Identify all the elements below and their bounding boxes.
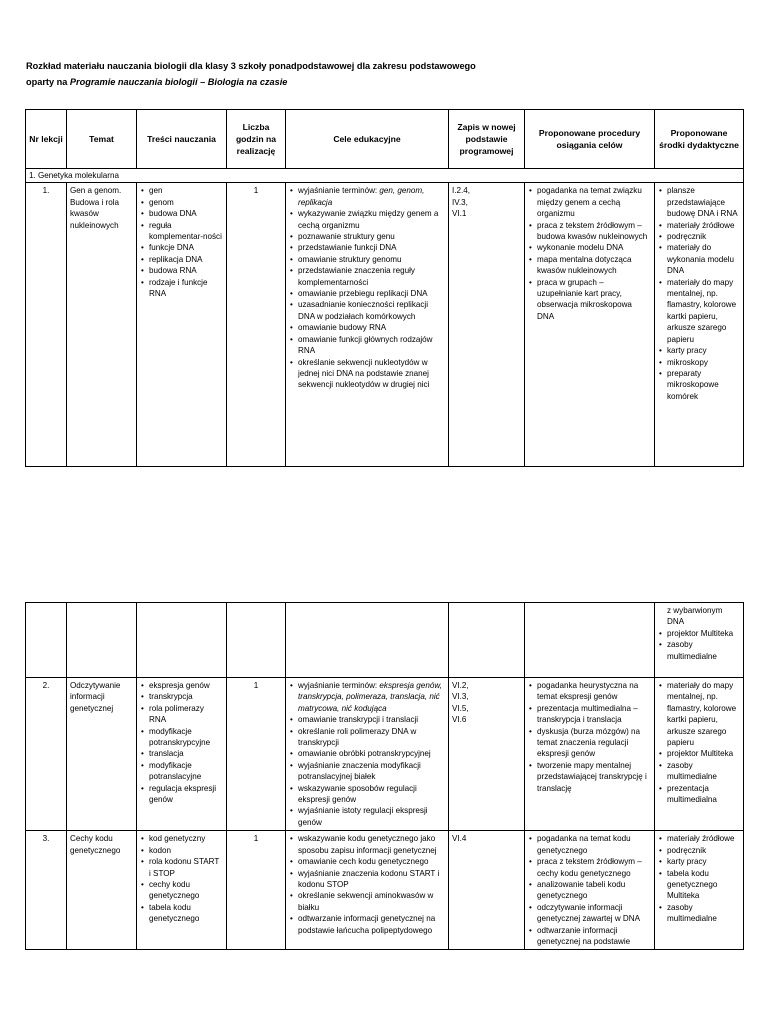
list-item: • przedstawianie znaczenia reguły komplementarności xyxy=(298,265,445,288)
list-item: • replikacja DNA xyxy=(149,254,223,265)
section-title: 1. Genetyka molekularna xyxy=(26,169,744,183)
list-item: • wskazywanie sposobów regulacji ekspresji genów xyxy=(298,783,445,806)
list-item: • projektor Multiteka xyxy=(667,628,740,639)
list-item: • pogadanka na temat kodu genetycznego xyxy=(537,833,651,856)
list-item: • omawianie struktury genomu xyxy=(298,254,445,265)
lesson-number: 3. xyxy=(26,831,67,950)
col-header-godziny: Liczba godzin na realizację xyxy=(227,110,286,169)
lesson-topic: Cechy kodu genetycznego xyxy=(67,831,137,950)
list-item: • poznawanie struktury genu xyxy=(298,231,445,242)
list-item: • praca z tekstem źródłowym – budowa kwasów nukleinowych xyxy=(537,220,651,243)
list-item: • prezentacja multimedialna – transkrypcja i translacja xyxy=(537,703,651,726)
lesson-resources xyxy=(655,678,744,831)
list-item: • wskazywanie kodu genetycznego jako sposobu zapisu informacji genetycznej xyxy=(298,833,445,856)
lesson-content xyxy=(137,831,227,950)
continuation-row xyxy=(26,603,744,678)
content-list xyxy=(140,833,223,924)
lesson-goals xyxy=(286,831,449,950)
list-item: • transkrypcja xyxy=(149,691,223,702)
goals-list xyxy=(289,185,445,390)
procedures-list xyxy=(528,185,651,322)
list-item: • translacja xyxy=(149,748,223,759)
list-item: • wyjaśnianie istoty regulacji ekspresji genów xyxy=(298,805,445,828)
list-item: • wyjaśnianie terminów: gen, genom, replikacja xyxy=(298,185,445,208)
lesson-procedures xyxy=(525,678,655,831)
lesson-curriculum-ref: VI.2, VI.3, VI.5, VI.6 xyxy=(449,678,525,831)
list-item: • prezentacja multimedialna xyxy=(667,783,740,806)
list-item: • omawianie transkrypcji i translacji xyxy=(298,714,445,725)
lesson-procedures xyxy=(525,831,655,950)
lesson-number: 2. xyxy=(26,678,67,831)
list-item: • projektor Multiteka xyxy=(667,748,740,759)
list-item: • tabela kodu genetycznego Multiteka xyxy=(667,868,740,902)
list-item: • pogadanka na temat związku między genem a cechą organizmu xyxy=(537,185,651,219)
list-item: • praca z tekstem źródłowym – cechy kodu genetycznego xyxy=(537,856,651,879)
list-item: • wykonanie modelu DNA xyxy=(537,242,651,253)
list-item: • podręcznik xyxy=(667,231,740,242)
list-item: • materiały źródłowe xyxy=(667,220,740,231)
content-list xyxy=(140,680,223,805)
list-item: • zasoby multimedialne xyxy=(667,760,740,783)
curriculum-table-page-1 xyxy=(25,109,744,467)
lesson-content xyxy=(137,183,227,467)
list-item: • określanie sekwencji nukleotydów w jednej nici DNA na podstawie znanej sekwencji nukleotydów w drugiej nici xyxy=(298,357,445,391)
list-item: • budowa RNA xyxy=(149,265,223,276)
list-item: • rodzaje i funkcje RNA xyxy=(149,277,223,300)
list-item: • wykazywanie związku między genem a cechą organizmu xyxy=(298,208,445,231)
lesson-resources xyxy=(655,831,744,950)
curriculum-table-page-2 xyxy=(25,602,744,950)
continuation-srodki xyxy=(655,603,744,678)
resources-list xyxy=(658,185,740,402)
list-item: • omawianie funkcji głównych rodzajów RNA xyxy=(298,334,445,357)
list-item: • modyfikacje potranslacyjne xyxy=(149,760,223,783)
lesson-curriculum-ref: VI.4 xyxy=(449,831,525,950)
list-item: • omawianie cech kodu genetycznego xyxy=(298,856,445,867)
list-item: • reguła komplementar-ności xyxy=(149,220,223,243)
list-item: • gen xyxy=(149,185,223,196)
list-item: • karty pracy xyxy=(667,856,740,867)
list-item: • podręcznik xyxy=(667,845,740,856)
table-header-row xyxy=(26,110,744,169)
lesson-topic: Odczytywanie informacji genetycznej xyxy=(67,678,137,831)
list-item: • genom xyxy=(149,197,223,208)
list-item: • karty pracy xyxy=(667,345,740,356)
list-item: • uzasadnianie konieczności replikacji DNA w podziałach komórkowych xyxy=(298,299,445,322)
list-item: • cechy kodu genetycznego xyxy=(149,879,223,902)
list-item: • plansze przedstawiające budowę DNA i RNA xyxy=(667,185,740,219)
lesson-hours: 1 xyxy=(227,831,286,950)
lesson-procedures xyxy=(525,183,655,467)
list-item: • materiały do mapy mentalnej, np. flamastry, kolorowe kartki papieru, arkusze szarego papieru xyxy=(667,680,740,748)
goals-list xyxy=(289,680,445,828)
list-item: • określanie roli polimerazy DNA w transkrypcji xyxy=(298,726,445,749)
list-item: • wyjaśnianie znaczenia modyfikacji potranslacyjnej białek xyxy=(298,760,445,783)
document-subtitle: oparty na Programie nauczania biologii – Biologia na czasie xyxy=(26,77,288,87)
list-item: • rola polimerazy RNA xyxy=(149,703,223,726)
lesson-goals xyxy=(286,183,449,467)
col-header-zapis: Zapis w nowej podstawie programowej xyxy=(449,110,525,169)
list-item: • dyskusja (burza mózgów) na temat znaczenia regulacji ekspresji genów xyxy=(537,726,651,760)
list-item: • funkcje DNA xyxy=(149,242,223,253)
list-item: • omawianie obróbki potranskrypcyjnej xyxy=(298,748,445,759)
list-item: • kod genetyczny xyxy=(149,833,223,844)
lesson-topic: Gen a genom. Budowa i rola kwasów nukleinowych xyxy=(67,183,137,467)
list-item: • materiały do mapy mentalnej, np. flamastry, kolorowe kartki papieru, arkusze szarego papieru xyxy=(667,277,740,345)
table-row xyxy=(26,831,744,950)
list-item: • modyfikacje potranskrypcyjne xyxy=(149,726,223,749)
list-item: • materiały do wykonania modelu DNA xyxy=(667,242,740,276)
col-header-cele: Cele edukacyjne xyxy=(286,110,449,169)
document-header xyxy=(26,58,746,90)
list-item: • odtwarzanie informacji genetycznej na podstawie łańcucha polipeptydowego xyxy=(298,913,445,936)
list-item: • odtwarzanie informacji genetycznej na podstawie xyxy=(537,925,651,948)
list-item: • ekspresja genów xyxy=(149,680,223,691)
document-title: Rozkład materiału nauczania biologii dla klasy 3 szkoły ponadpodstawowej dla zakresu podstawowego xyxy=(26,61,476,71)
list-item: • materiały źródłowe xyxy=(667,833,740,844)
resources-list xyxy=(658,680,740,805)
list-item: • omawianie przebiegu replikacji DNA xyxy=(298,288,445,299)
table-row xyxy=(26,678,744,831)
list-item: • preparaty mikroskopowe komórek xyxy=(667,368,740,402)
section-row xyxy=(26,169,744,183)
list-item: • pogadanka heurystyczna na temat ekspresji genów xyxy=(537,680,651,703)
procedures-list xyxy=(528,680,651,794)
list-item: • wyjaśnianie znaczenia kodonu START i kodonu STOP xyxy=(298,868,445,891)
goals-list xyxy=(289,833,445,936)
list-item: • omawianie budowy RNA xyxy=(298,322,445,333)
lesson-goals xyxy=(286,678,449,831)
lesson-content xyxy=(137,678,227,831)
continuation-text: z wybarwionym DNA xyxy=(667,606,723,627)
content-list xyxy=(140,185,223,299)
lesson-curriculum-ref: I.2.4, IV.3, VI.1 xyxy=(449,183,525,467)
resources-list xyxy=(658,833,740,924)
list-item: • zasoby multimedialne xyxy=(667,902,740,925)
lesson-resources xyxy=(655,183,744,467)
col-header-srodki: Proponowane środki dydaktyczne xyxy=(655,110,744,169)
continuation-list xyxy=(658,628,740,662)
list-item: • odczytywanie informacji genetycznej zawartej w DNA xyxy=(537,902,651,925)
lesson-hours: 1 xyxy=(227,183,286,467)
list-item: • określanie sekwencji aminokwasów w białku xyxy=(298,890,445,913)
lesson-hours: 1 xyxy=(227,678,286,831)
list-item: • mapa mentalna dotycząca kwasów nukleinowych xyxy=(537,254,651,277)
lesson-number: 1. xyxy=(26,183,67,467)
col-header-nr: Nr lekcji xyxy=(26,110,67,169)
list-item: • wyjaśnianie terminów: ekspresja genów, transkrypcja, polimeraza, translacja, nić matrycowa, nić kodująca xyxy=(298,680,445,714)
procedures-list xyxy=(528,833,651,947)
list-item: • tabela kodu genetycznego xyxy=(149,902,223,925)
list-item: • kodon xyxy=(149,845,223,856)
list-item: • przedstawianie funkcji DNA xyxy=(298,242,445,253)
list-item: • mikroskopy xyxy=(667,357,740,368)
list-item: • regulacja ekspresji genów xyxy=(149,783,223,806)
list-item: • zasoby multimedialne xyxy=(667,639,740,662)
list-item: • analizowanie tabeli kodu genetycznego xyxy=(537,879,651,902)
col-header-procedury: Proponowane procedury osiągania celów xyxy=(525,110,655,169)
table-row xyxy=(26,183,744,467)
col-header-temat: Temat xyxy=(67,110,137,169)
col-header-tresci: Treści nauczania xyxy=(137,110,227,169)
list-item: • budowa DNA xyxy=(149,208,223,219)
list-item: • praca w grupach – uzupełnianie kart pracy, obserwacja mikroskopowa DNA xyxy=(537,277,651,323)
list-item: • rola kodonu START i STOP xyxy=(149,856,223,879)
list-item: • tworzenie mapy mentalnej przedstawiającej transkrypcję i translację xyxy=(537,760,651,794)
